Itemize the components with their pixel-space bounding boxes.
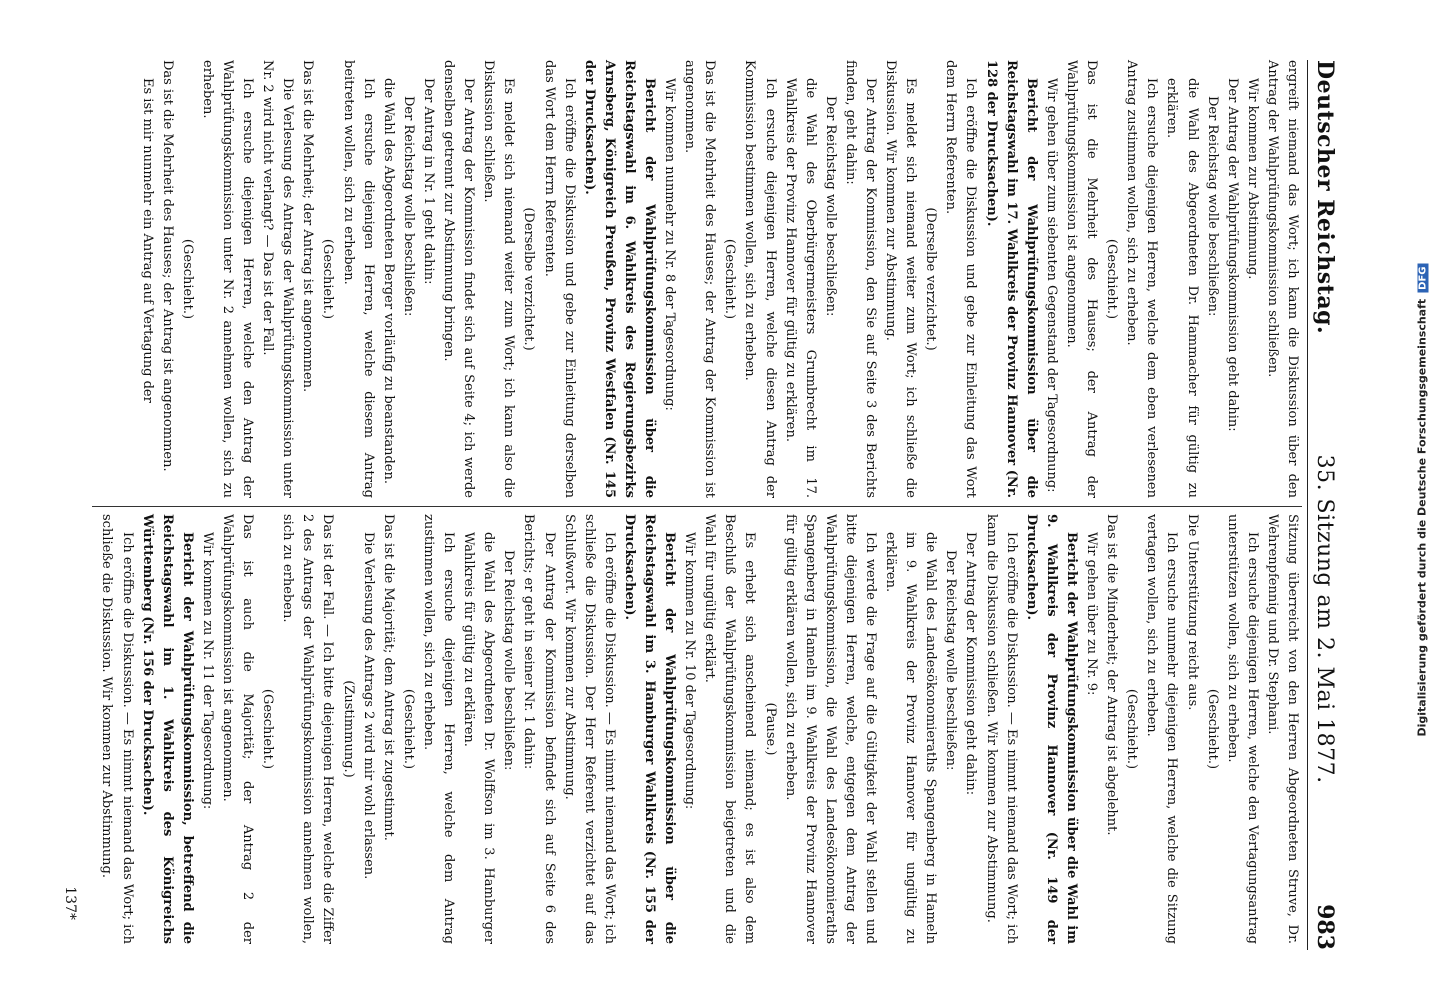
paragraph: Die Unterstützung reicht aus.: [1184, 514, 1200, 711]
paragraph: Ich ersuche diejenigen Herren, welche dem Antrag zustimmen wollen, sich zu erheben.: [420, 514, 457, 944]
paragraph: Das ist die Majorität; dem Antrag ist zugestimmt.: [380, 514, 396, 841]
paragraph: Das ist auch die Majorität; der Antrag 2 der Wahlprüfungskommission ist angenommen.: [220, 514, 256, 944]
paragraph: ergreift niemand das Wort; ich kann die Diskussion über den Antrag der Wahlprüfungskommission schließen.: [1264, 60, 1300, 498]
paragraph: Der Antrag der Kommission findet sich auf Seite 4; ich werde denselben getrennt zur Abstimmung bringen.: [441, 60, 477, 498]
paragraph: Der Antrag der Kommission, den Sie auf Seite 3 des Berichts finden, geht dahin:: [842, 60, 879, 498]
paragraph: Der Reichstag wolle beschließen:: [501, 550, 517, 771]
paragraph: Wir gehen über zum siebenten Gegenstand der Tagesordnung:: [1043, 78, 1059, 493]
paragraph: Der Reichstag wolle beschließen:: [822, 96, 838, 317]
scanned-page: [56, 20, 1376, 980]
paragraph: Das ist die Mehrheit; der Antrag ist angenommen.: [300, 60, 316, 393]
paragraph: Ich ersuche diejenigen Herren, welche den Vertagungsantrag unterstützen wollen, sich zu erheben.: [1224, 514, 1260, 944]
digitization-notice-text: Digitalisierung gefördert durch die Deutsche Forschungsgemeinschaft: [1415, 298, 1429, 737]
paragraph: Ich ersuche diejenigen Herren, welche diesen Antrag der Kommission bestimmen wollen, sich zu erheben.: [742, 60, 778, 498]
paragraph: Das ist die Mehrheit des Hauses; der Antrag der Kommission ist angenommen.: [682, 60, 718, 498]
agenda-heading: Bericht der Wahlprüfungskommission, betreffend die Reichstagswahl im 1. Wahlkreis des Königreichs Württemberg (Nr. 156 der Drucksachen).: [139, 514, 195, 944]
page-number: 983: [1312, 904, 1338, 950]
paragraph: Der Antrag der Kommission geht dahin:: [963, 532, 979, 796]
stage-direction: (Geschieht.): [1104, 238, 1120, 320]
paragraph: Der Reichstag wolle beschließen:: [400, 96, 416, 317]
digitization-notice: [1416, 263, 1429, 736]
paragraph: Wir kommen zur Abstimmung.: [1244, 78, 1260, 280]
agenda-heading: Bericht der Wahlprüfungskommission über die Wahl im 9. Wahlkreis der Provinz Hannover (Nr. 149 der Drucksachen).: [1023, 514, 1079, 944]
paragraph: Der Reichstag wolle beschließen:: [1204, 96, 1220, 317]
right-column: [92, 514, 1302, 944]
session-title: 35. Sitzung am 2. Mai 1877.: [1312, 454, 1337, 784]
paragraph: Wir kommen zu Nr. 11 der Tagesordnung:: [199, 532, 215, 810]
paragraph: die Wahl des Oberbürgermeisters Grumbrecht im 17. Wahlkreis der Provinz Hannover für gültig zu erklären.: [782, 78, 818, 498]
paragraph: Es meldet sich niemand weiter zum Wort; ich kann also die Diskussion schließen.: [481, 60, 517, 498]
agenda-heading: Bericht der Wahlprüfungskommission über die Reichstagswahl im 17. Wahlkreis der Provinz Hannover (Nr. 128 der Drucksachen).: [983, 60, 1039, 498]
paragraph: Das ist die Minderheit; der Antrag ist abgelehnt.: [1104, 514, 1120, 836]
paragraph: die Wahl des Landesökonomieraths Spangenberg in Hameln im 9. Wahlkreis der Provinz Hannover für ungültig zu erklären.: [883, 532, 939, 944]
paragraph: die Wahl des Abgeordneten Dr. Hammacher für gültig zu erklären.: [1164, 78, 1200, 498]
paragraph: Das ist die Mehrheit des Hauses; der Antrag ist angenommen.: [159, 60, 175, 472]
paragraph: Der Antrag der Kommission befindet sich auf Seite 6 des Berichts; er geht in seiner Nr. 1 dahin:: [521, 514, 557, 944]
paragraph: Ich ersuche nunmehr diejenigen Herren, welche die Sitzung vertagen wollen, sich zu erheben.: [1144, 514, 1180, 944]
paragraph: Es meldet sich niemand weiter zum Wort; ich schließe die Diskussion. Wir kommen zur Abstimmung.: [883, 60, 919, 498]
stage-direction: (Derselbe verzichtet.): [521, 207, 537, 351]
stage-direction: (Geschieht.): [260, 688, 276, 770]
stage-direction: (Geschieht.): [1124, 688, 1140, 770]
stage-direction: (Geschieht.): [1204, 688, 1220, 770]
paragraph: Ich ersuche diejenigen Herren, welche dem eben verlesenen Antrag zustimmen wollen, sich zu erheben.: [1124, 60, 1160, 498]
paragraph: Ich eröffne die Diskussion und gebe zur Einleitung derselben das Wort dem Herrn Referenten.: [541, 60, 577, 498]
paragraph: Das ist der Fall. — Ich bitte diejenigen Herren, welche die Ziffer 2 des Antrags der Wahlprüfungskommission annehmen wollen, sich zu erheben.: [280, 514, 336, 944]
dfg-logo: DFG: [1418, 263, 1429, 292]
stage-direction: (Derselbe verzichtet.): [923, 207, 939, 351]
stage-direction: (Zustimmung.): [340, 680, 356, 778]
signature-mark: 137*: [62, 886, 78, 920]
paragraph: Der Antrag in Nr. 1 geht dahin:: [420, 78, 436, 285]
paragraph: Die Verlesung des Antrags 2 wird mir wohl erlassen.: [360, 532, 376, 880]
paragraph: Der Reichstag wolle beschließen:: [943, 550, 959, 771]
agenda-heading: Bericht der Wahlprüfungskommission über die Reichstagswahl im 3. Hamburger Wahlkreis (Nr. 155 der Drucksachen).: [621, 514, 678, 944]
paragraph: Wir kommen zu Nr. 10 der Tagesordnung:: [682, 532, 698, 810]
paragraph: Sitzung überreicht von den Herren Abgeordneten Struve, Dr. Wehrenpfennig und Dr. Stephani.: [1264, 514, 1300, 944]
paragraph: Ich ersuche diejenigen Herren, welche diesem Antrag beitreten wollen, sich zu erheben.: [340, 60, 376, 498]
publication-title: Deutscher Reichstag.: [1312, 60, 1338, 335]
paragraph: Ich ersuche diejenigen Herren, welche den Antrag der Wahlprüfungskommission unter Nr. 2 annehmen wollen, sich zu erheben.: [199, 60, 256, 498]
paragraph: Ich eröffne die Diskussion. — Es nimmt niemand das Wort; ich kann die Diskussion schließen. Wir kommen zur Abstimmung.: [983, 514, 1019, 944]
stage-direction: (Pause.): [762, 702, 778, 756]
page-header: [1307, 60, 1358, 950]
paragraph: Es erhebt sich anscheinend niemand; es ist also dem Beschluß der Wahlprüfungskommission beigetreten und die Wahl für ungültig erklärt.: [702, 514, 758, 944]
paragraph: Das ist die Mehrheit des Hauses; der Antrag der Wahlprüfungskommission ist angenommen.: [1063, 60, 1100, 498]
paragraph: die Wahl des Abgeordneten Dr. Wolffson im 3. Hamburger Wahlkreis für gültig zu erklären.: [461, 532, 497, 944]
paragraph: Wir kommen nunmehr zu Nr. 8 der Tagesordnung:: [662, 78, 678, 411]
stage-direction: (Geschieht.): [320, 238, 336, 320]
paragraph: Wir gehen über zu Nr. 9:: [1084, 532, 1100, 696]
column-divider: [92, 506, 1302, 507]
paragraph: Ich eröffne die Diskussion und gebe zur Einleitung das Wort dem Herrn Referenten.: [943, 60, 979, 498]
left-column: [92, 60, 1302, 498]
stage-direction: (Geschieht.): [179, 238, 195, 320]
stage-direction: (Geschieht.): [722, 238, 738, 320]
paragraph: Ich eröffne die Diskussion. — Es nimmt niemand das Wort; ich schließe die Diskussion. Der Herr Referent verzichtet auf das Schlußwort. Wir kommen zur Abstimmung.: [561, 514, 617, 944]
paragraph: Die Verlesung des Antrags der Wahlprüfungskommission unter Nr. 2 wird nicht verlangt? — Das ist der Fall.: [260, 60, 296, 498]
paragraph: Ich werde die Frage auf die Gültigkeit der Wahl stellen und bitte diejenigen Herren, welche, entgegen dem Antrag der Wahlprüfungskommission, die Wahl des Landesökonomieraths Spangenberg in Hameln im 9. Wahlkreis der Provinz Hannover für gültig erklären wollen, sich zu erheben.: [782, 514, 879, 944]
paragraph: Es ist mir nunmehr ein Antrag auf Vertagung der: [139, 78, 155, 403]
stage-direction: (Geschieht.): [400, 688, 416, 770]
paragraph: die Wahl des Abgeordneten Berger vorläufig zu beanstanden.: [380, 78, 396, 484]
agenda-heading: Bericht der Wahlprüfungskommission über die Reichstagswahl im 6. Wahlkreis des Regierungsbezirks Arnsberg, Königreich Preußen, Provinz Westfalen (Nr. 145 der Drucksachen).: [581, 60, 657, 498]
paragraph: Der Antrag der Wahlprüfungskommission geht dahin:: [1224, 78, 1240, 432]
paragraph: Ich eröffne die Diskussion. — Es nimmt niemand das Wort; ich schließe die Diskussion. Wir kommen zur Abstimmung.: [99, 514, 135, 944]
